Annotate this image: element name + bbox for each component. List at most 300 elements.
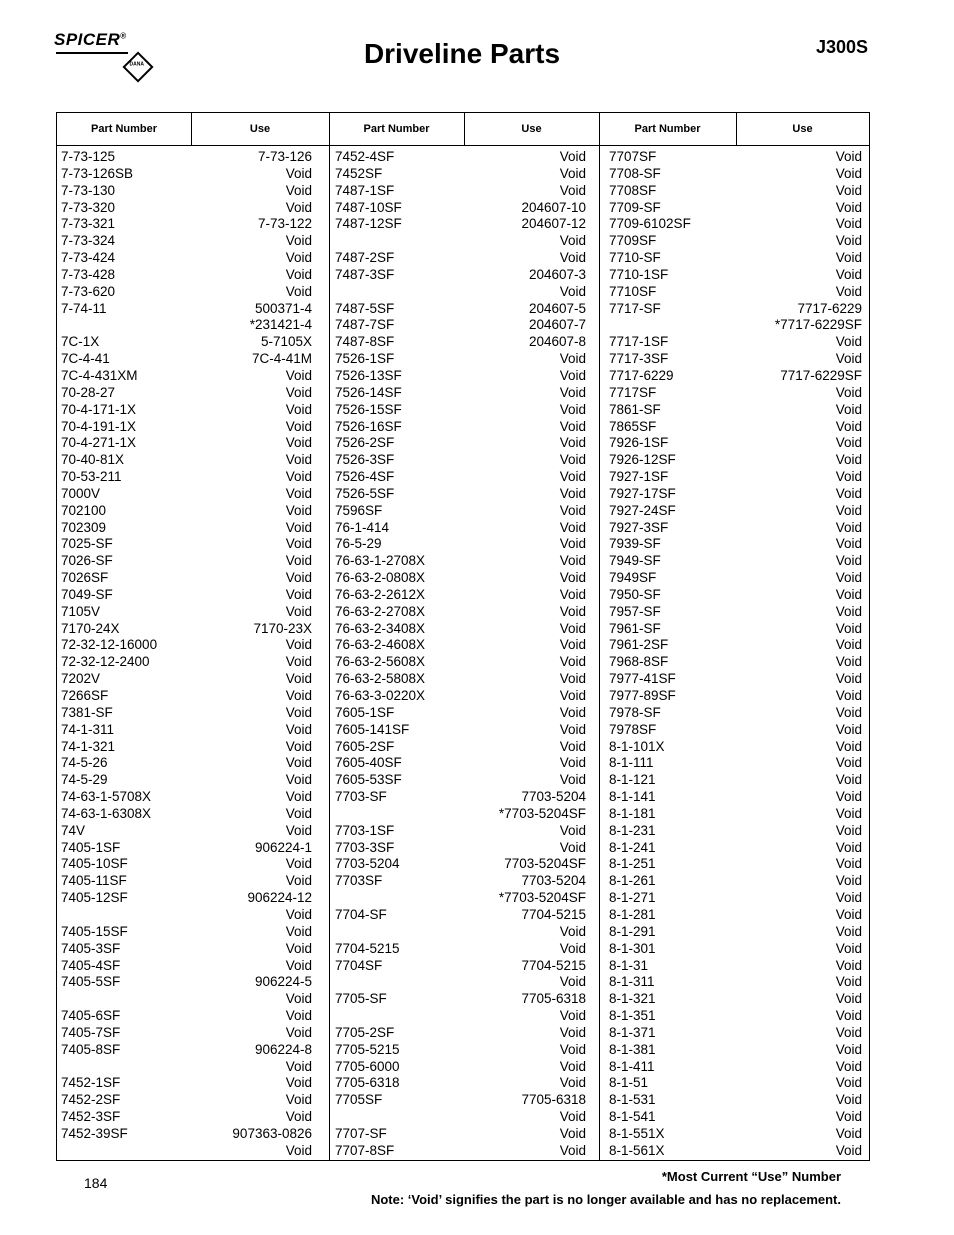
use-value: Void — [835, 418, 862, 434]
use-value: Void — [835, 603, 862, 619]
table-row — [331, 958, 591, 975]
table-row — [605, 1025, 867, 1042]
part-number: 7487-1SF — [335, 182, 395, 198]
part-number: 702309 — [61, 519, 107, 535]
table-row — [331, 688, 591, 705]
part-number: 7526-14SF — [335, 384, 402, 400]
table-row — [331, 637, 591, 654]
use-value: Void — [285, 452, 312, 468]
table-row — [57, 1008, 317, 1025]
use-value: Void — [559, 620, 586, 636]
table-row — [331, 907, 591, 924]
use-value: Void — [835, 401, 862, 417]
use-value: Void — [559, 1142, 586, 1158]
part-number: 8-1-251 — [609, 856, 656, 872]
use-value: Void — [285, 502, 312, 518]
use-value: Void — [835, 1109, 862, 1125]
part-number: 7703-5204 — [335, 856, 400, 872]
use-value: Void — [285, 654, 312, 670]
use-value: 7717-6229SF — [780, 367, 862, 383]
part-number: 7703-3SF — [335, 839, 395, 855]
part-number: 7707-SF — [335, 1125, 387, 1141]
use-value: Void — [559, 435, 586, 451]
part-number: 7704-SF — [335, 906, 387, 922]
table-row — [331, 671, 591, 688]
table-row — [605, 452, 867, 469]
table-row — [57, 351, 317, 368]
part-number: 7526-5SF — [335, 485, 395, 501]
use-value: Void — [835, 519, 862, 535]
table-row — [605, 621, 867, 638]
part-number: 7596SF — [335, 502, 383, 518]
table-row — [605, 890, 867, 907]
use-value: Void — [835, 688, 862, 703]
use-value: Void — [835, 266, 862, 282]
part-number: 7926-12SF — [609, 452, 676, 468]
table-row — [57, 705, 317, 722]
part-number: 8-1-231 — [609, 822, 656, 838]
table-row — [605, 351, 867, 368]
use-value: Void — [835, 654, 862, 670]
table-row — [331, 166, 591, 183]
part-number: 8-1-411 — [609, 1058, 655, 1074]
use-value: Void — [559, 1008, 586, 1024]
header-part-number-2: Part Number — [363, 123, 430, 135]
table-row — [605, 772, 867, 789]
use-value: Void — [559, 1125, 586, 1141]
table-row — [605, 806, 867, 823]
table-row — [331, 806, 591, 823]
use-value: Void — [559, 401, 586, 417]
part-number: 7705-6000 — [335, 1058, 400, 1074]
table-row — [57, 553, 317, 570]
table-row — [605, 166, 867, 183]
use-value: Void — [835, 974, 862, 990]
table-row — [57, 368, 317, 385]
table-row — [331, 301, 591, 318]
use-value: Void — [285, 165, 312, 181]
use-value: Void — [835, 384, 862, 400]
part-number: 7710-1SF — [609, 266, 669, 282]
use-value: Void — [285, 469, 312, 485]
part-number: 74-1-321 — [61, 738, 116, 754]
table-row — [57, 183, 317, 200]
table-row — [57, 317, 317, 334]
header-divider — [464, 113, 465, 146]
table-row — [605, 368, 867, 385]
table-row — [331, 873, 591, 890]
table-row — [605, 688, 867, 705]
table-row — [57, 250, 317, 267]
table-row — [331, 789, 591, 806]
column-divider — [599, 113, 600, 1160]
use-value: Void — [285, 570, 312, 586]
header-divider — [736, 113, 737, 146]
table-row — [605, 553, 867, 570]
part-number: 7950-SF — [609, 586, 661, 602]
part-number: 7049-SF — [61, 586, 113, 602]
part-number: 8-1-311 — [609, 974, 655, 990]
use-value: Void — [559, 755, 586, 771]
part-number: 7-73-620 — [61, 283, 116, 299]
parts-table — [56, 112, 870, 1161]
part-number: 7927-3SF — [609, 519, 669, 535]
header-part-number-3: Part Number — [634, 123, 701, 135]
table-row — [57, 216, 317, 233]
table-row — [331, 621, 591, 638]
table-row — [57, 1042, 317, 1059]
part-number: 70-40-81X — [61, 452, 125, 468]
dana-diamond-icon: DANA — [122, 51, 153, 82]
use-value: Void — [559, 738, 586, 754]
use-value: 204607-10 — [521, 199, 586, 215]
part-number: 7487-3SF — [335, 266, 395, 282]
use-value: Void — [835, 1142, 862, 1158]
use-value: Void — [835, 671, 862, 687]
part-number: 7949SF — [609, 570, 657, 586]
part-number: 7-74-11 — [61, 300, 107, 316]
use-value: Void — [835, 772, 862, 788]
use-value: Void — [285, 519, 312, 535]
part-number: 76-63-1-2708X — [335, 553, 426, 569]
table-row — [331, 486, 591, 503]
part-number: 7709-SF — [609, 199, 661, 215]
part-number: 7926-1SF — [609, 435, 669, 451]
part-number: 7405-6SF — [61, 1008, 121, 1024]
part-number: 76-63-2-3408X — [335, 620, 426, 636]
table-row — [57, 688, 317, 705]
use-value: Void — [835, 233, 862, 249]
table-row — [57, 503, 317, 520]
table-row — [331, 216, 591, 233]
use-value: Void — [559, 452, 586, 468]
part-number: 74V — [61, 822, 86, 838]
part-number: 8-1-541 — [609, 1109, 656, 1125]
catalog-code: J300S — [815, 37, 868, 57]
table-row — [57, 284, 317, 301]
use-value: Void — [835, 165, 862, 181]
part-number: 7266SF — [61, 688, 109, 703]
table-row — [331, 1109, 591, 1126]
part-number: 7487-10SF — [335, 199, 402, 215]
part-number: 7707SF — [609, 149, 657, 164]
use-value: *7703-5204SF — [498, 890, 586, 906]
table-row — [331, 503, 591, 520]
part-number: 70-28-27 — [61, 384, 116, 400]
header-use-1: Use — [249, 123, 271, 135]
table-row — [57, 604, 317, 621]
use-value: Void — [285, 906, 312, 922]
part-number: 7861-SF — [609, 401, 661, 417]
part-number: 7-73-125 — [61, 149, 116, 164]
table-row — [331, 991, 591, 1008]
use-value: Void — [285, 805, 312, 821]
part-number: 7452-3SF — [61, 1109, 121, 1125]
part-number: 7405-15SF — [61, 923, 128, 939]
use-value: Void — [835, 570, 862, 586]
part-number: 70-4-171-1X — [61, 401, 137, 417]
table-row — [57, 1059, 317, 1076]
use-value: Void — [285, 435, 312, 451]
part-number: 7717-1SF — [609, 334, 669, 350]
part-number: 7026SF — [61, 570, 109, 586]
table-row — [605, 284, 867, 301]
part-number: 76-63-2-5808X — [335, 671, 426, 687]
use-value: Void — [559, 1109, 586, 1125]
part-number: 8-1-531 — [609, 1092, 656, 1108]
part-number: 7709-6102SF — [609, 216, 691, 232]
table-row — [57, 536, 317, 553]
use-value: Void — [835, 1092, 862, 1108]
table-row — [605, 941, 867, 958]
part-number: 7487-5SF — [335, 300, 395, 316]
use-value: Void — [835, 822, 862, 838]
part-number: 76-63-2-2708X — [335, 603, 426, 619]
use-value: 906224-12 — [247, 890, 312, 906]
part-number: 7526-16SF — [335, 418, 402, 434]
use-value: Void — [835, 923, 862, 939]
use-value: Void — [559, 721, 586, 737]
table-row — [57, 823, 317, 840]
part-number: 8-1-31 — [609, 957, 649, 973]
table-row — [57, 654, 317, 671]
table-row — [57, 789, 317, 806]
part-number: 7105V — [61, 603, 101, 619]
use-value: Void — [835, 1075, 862, 1091]
table-row — [57, 301, 317, 318]
use-value: Void — [835, 789, 862, 805]
table-row — [57, 890, 317, 907]
table-row — [605, 974, 867, 991]
part-number: 7961-2SF — [609, 637, 669, 653]
use-value: 907363-0826 — [232, 1125, 312, 1141]
part-number: 7405-5SF — [61, 974, 121, 990]
table-row — [605, 149, 867, 166]
part-number: 76-1-414 — [335, 519, 390, 535]
use-value: 7C-4-41M — [251, 351, 312, 367]
part-number: 7703SF — [335, 873, 383, 889]
table-row — [57, 587, 317, 604]
use-value: Void — [559, 182, 586, 198]
table-row — [605, 1008, 867, 1025]
part-number: 74-63-1-5708X — [61, 789, 152, 805]
use-value: Void — [559, 704, 586, 720]
part-number: 8-1-111 — [609, 755, 654, 771]
use-value: 7704-5215 — [521, 906, 586, 922]
table-row — [331, 553, 591, 570]
part-number: 7605-2SF — [335, 738, 395, 754]
table-row — [331, 284, 591, 301]
table-row — [605, 587, 867, 604]
use-value: Void — [285, 1142, 312, 1158]
table-row — [57, 991, 317, 1008]
table-row — [57, 840, 317, 857]
most-current-note: *Most Current “Use” Number — [661, 1169, 841, 1184]
use-value: Void — [285, 704, 312, 720]
part-number: 8-1-101X — [609, 738, 665, 754]
table-row — [331, 974, 591, 991]
part-number: 7703-SF — [335, 789, 387, 805]
part-number: 7978SF — [609, 721, 657, 737]
use-value: Void — [835, 957, 862, 973]
table-row — [331, 435, 591, 452]
part-number: 7968-8SF — [609, 654, 669, 670]
table-row — [331, 402, 591, 419]
part-number: 7978-SF — [609, 704, 661, 720]
table-row — [331, 250, 591, 267]
use-value: Void — [835, 536, 862, 552]
table-row — [57, 941, 317, 958]
table-row — [331, 351, 591, 368]
table-row — [605, 536, 867, 553]
table-row — [57, 385, 317, 402]
use-value: 7705-6318 — [521, 991, 586, 1007]
use-value: Void — [835, 469, 862, 485]
table-row — [57, 974, 317, 991]
part-number: 74-63-1-6308X — [61, 805, 152, 821]
part-number: 7405-10SF — [61, 856, 128, 872]
table-row — [605, 739, 867, 756]
use-value: Void — [559, 485, 586, 501]
table-row — [605, 705, 867, 722]
table-row — [331, 233, 591, 250]
table-row — [57, 200, 317, 217]
use-value: 7-73-126 — [257, 149, 312, 164]
table-row — [57, 1126, 317, 1143]
table-row — [57, 267, 317, 284]
part-number: 70-53-211 — [61, 469, 122, 485]
use-value: Void — [559, 603, 586, 619]
use-value: Void — [835, 351, 862, 367]
table-row — [57, 334, 317, 351]
part-number: 7605-40SF — [335, 755, 402, 771]
part-number: 7865SF — [609, 418, 657, 434]
use-value: Void — [285, 1075, 312, 1091]
part-number: 7381-SF — [61, 704, 113, 720]
part-number: 72-32-12-2400 — [61, 654, 150, 670]
use-value: Void — [559, 586, 586, 602]
part-number: 8-1-261 — [609, 873, 656, 889]
use-value: 7703-5204 — [521, 873, 586, 889]
table-row — [331, 1143, 591, 1160]
table-row — [605, 200, 867, 217]
header-use-3: Use — [792, 123, 813, 135]
part-number: 7405-1SF — [61, 839, 121, 855]
part-number: 8-1-321 — [609, 991, 656, 1007]
use-value: 204607-3 — [528, 266, 586, 282]
table-row — [605, 1042, 867, 1059]
part-number: 7705-6318 — [335, 1075, 400, 1091]
table-row — [57, 419, 317, 436]
brand-name: SPICER® — [54, 30, 127, 49]
part-number: 7487-12SF — [335, 216, 402, 232]
part-number: 7487-8SF — [335, 334, 395, 350]
part-number: 7C-4-41 — [61, 351, 110, 367]
page-title: Driveline Parts — [363, 38, 561, 69]
part-number: 7452-39SF — [61, 1125, 128, 1141]
use-value: Void — [285, 957, 312, 973]
use-value: Void — [285, 536, 312, 552]
table-row — [605, 789, 867, 806]
part-number: 7708SF — [609, 182, 657, 198]
use-value: Void — [835, 149, 862, 164]
part-number: 7-73-424 — [61, 250, 116, 266]
table-row — [331, 1042, 591, 1059]
part-number: 7704-5215 — [335, 940, 400, 956]
use-value: Void — [835, 1024, 862, 1040]
part-number: 7026-SF — [61, 553, 113, 569]
use-value: Void — [835, 199, 862, 215]
use-value: Void — [559, 822, 586, 838]
use-value: Void — [835, 1041, 862, 1057]
header-divider — [191, 113, 192, 146]
part-number: 76-63-2-2612X — [335, 586, 426, 602]
part-number: 7405-3SF — [61, 940, 121, 956]
table-row — [331, 317, 591, 334]
use-value: Void — [559, 536, 586, 552]
table-row — [57, 637, 317, 654]
part-number: 7000V — [61, 485, 101, 501]
column-group-3 — [605, 149, 867, 1160]
table-row — [605, 216, 867, 233]
use-value: Void — [835, 216, 862, 232]
table-row — [605, 435, 867, 452]
use-value: 204607-8 — [528, 334, 586, 350]
use-value: Void — [285, 1109, 312, 1125]
part-number: 70-4-191-1X — [61, 418, 137, 434]
use-value: Void — [559, 1075, 586, 1091]
part-number: 7709SF — [609, 233, 657, 249]
use-value: Void — [559, 671, 586, 687]
table-row — [605, 570, 867, 587]
use-value: Void — [835, 906, 862, 922]
use-value: Void — [559, 149, 586, 164]
part-number: 8-1-281 — [609, 906, 656, 922]
part-number: 7170-24X — [61, 620, 120, 636]
table-row — [605, 334, 867, 351]
use-value: Void — [835, 1058, 862, 1074]
use-value: Void — [559, 772, 586, 788]
part-number: 7927-1SF — [609, 469, 669, 485]
table-row — [605, 654, 867, 671]
use-value: Void — [285, 182, 312, 198]
table-row — [605, 823, 867, 840]
part-number: 7717-SF — [609, 300, 661, 316]
part-number: 7C-1X — [61, 334, 100, 350]
part-number: 7452-4SF — [335, 149, 395, 164]
use-value: 204607-12 — [521, 216, 586, 232]
use-value: Void — [559, 165, 586, 181]
table-row — [331, 368, 591, 385]
use-value: Void — [835, 721, 862, 737]
part-number: 76-63-3-0220X — [335, 688, 426, 703]
table-row — [605, 520, 867, 537]
use-value: Void — [835, 940, 862, 956]
part-number: 76-5-29 — [335, 536, 382, 552]
part-number: 8-1-181 — [609, 805, 656, 821]
table-row — [605, 755, 867, 772]
part-number: 76-63-2-5608X — [335, 654, 426, 670]
table-row — [331, 705, 591, 722]
use-value: Void — [835, 182, 862, 198]
use-value: 7170-23X — [253, 620, 312, 636]
table-row — [57, 1143, 317, 1160]
table-row — [331, 587, 591, 604]
use-value: Void — [559, 923, 586, 939]
part-number: 72-32-12-16000 — [61, 637, 158, 653]
table-row — [605, 503, 867, 520]
part-number: 7927-17SF — [609, 485, 676, 501]
